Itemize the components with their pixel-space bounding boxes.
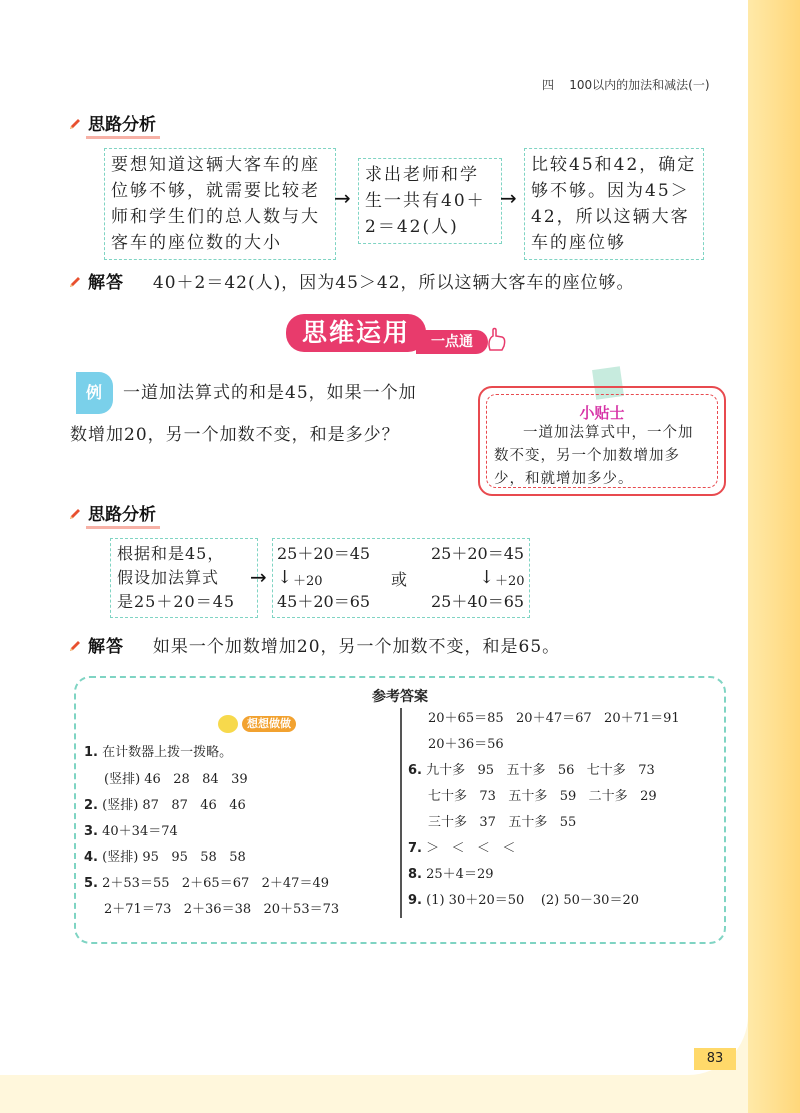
reference-title: 参考答案 bbox=[372, 689, 428, 705]
answer-text: 如果一个加数增加20，另一个加数不变，和是65。 bbox=[152, 637, 561, 657]
eq-right-arrow-label: ＋20 bbox=[495, 574, 525, 589]
answer-2 bbox=[68, 632, 560, 657]
ref-left-line: 1. 在计数器上拨一拨略。 bbox=[84, 745, 233, 760]
right-arrow-icon: → bbox=[250, 565, 267, 589]
example-badge: 例 bbox=[76, 372, 113, 414]
example-line-1: 例 一道加法算式的和是45，如果一个加 bbox=[76, 372, 417, 414]
eq-right-bottom: 25＋40＝65 bbox=[431, 592, 525, 611]
tip-title: 小贴士 bbox=[579, 404, 625, 422]
or-label: 或 bbox=[391, 570, 408, 589]
pencil-icon bbox=[68, 638, 82, 652]
answer-label: 解答 bbox=[68, 637, 131, 657]
ref-right-line: 6. 九十多 95 五十多 56 七十多 73 bbox=[408, 763, 655, 778]
ref-right-line: 七十多 73 五十多 59 二十多 29 bbox=[428, 789, 657, 804]
ref-right-line: 8. 25＋4＝29 bbox=[408, 867, 494, 882]
pencil-icon bbox=[68, 116, 82, 130]
down-arrow-icon: ↓ bbox=[277, 567, 293, 588]
analysis-box-1: 要想知道这辆大客车的座位够不够，就需要比较老师和学生们的总人数与大客车的座位数的大小 bbox=[104, 148, 336, 260]
ref-right-line: 三十多 37 五十多 55 bbox=[428, 815, 577, 830]
banner-main: 思维运用 bbox=[286, 314, 426, 352]
right-arrow-icon: → bbox=[500, 186, 517, 210]
thinking-banner bbox=[286, 312, 514, 358]
down-arrow-icon: ↓ bbox=[479, 567, 495, 588]
ref-left-line: 2. (竖排) 87 87 46 46 bbox=[84, 798, 246, 813]
pencil-icon bbox=[68, 274, 82, 288]
ref-right-line: 7. ＞ ＜ ＜ ＜ bbox=[408, 841, 516, 856]
analysis2-box-2 bbox=[272, 538, 530, 618]
analysis-box-3: 比较45和42，确定够不够。因为45＞42，所以这辆大客车的座位够 bbox=[524, 148, 704, 260]
chick-icon bbox=[218, 715, 238, 733]
page-edge bbox=[748, 0, 800, 1113]
chapter-number: 四 bbox=[542, 78, 555, 92]
tip-body: 一道加法算式中，一个加数不变，另一个加数增加多少，和就增加多少。 bbox=[494, 425, 694, 487]
banner-sub: 一点通 bbox=[416, 330, 488, 354]
reference-divider bbox=[400, 708, 402, 918]
example-line-2: 数增加20，另一个加数不变，和是多少？ bbox=[70, 425, 400, 445]
tip-box bbox=[478, 386, 726, 496]
answer-text: 40＋2＝42(人)，因为45＞42，所以这辆大客车的座位够。 bbox=[152, 273, 635, 293]
eq-left-bottom: 45＋20＝65 bbox=[277, 592, 371, 611]
ref-left-line: 4. (竖排) 95 95 58 58 bbox=[84, 850, 246, 865]
ref-left-line: (竖排) 46 28 84 39 bbox=[104, 772, 248, 787]
title-underline bbox=[86, 526, 160, 529]
ref-right-line: 20＋36＝56 bbox=[428, 737, 504, 752]
analysis-title-2: 思路分析 bbox=[68, 500, 156, 525]
ref-right-line: 9. (1) 30＋20＝50 (2) 50－30＝20 bbox=[408, 893, 640, 908]
analysis2-box-1: 根据和是45， 假设加法算式 是25＋20＝45 bbox=[110, 538, 258, 618]
pointer-hand-icon bbox=[486, 326, 508, 352]
answer-1 bbox=[68, 268, 635, 293]
answer-label: 解答 bbox=[68, 273, 131, 293]
eq-right-top: 25＋20＝45 bbox=[431, 544, 525, 563]
think-label: 想想做做 bbox=[242, 716, 296, 732]
ref-left-line: 2＋71＝73 2＋36＝38 20＋53＝73 bbox=[104, 902, 340, 917]
pencil-icon bbox=[68, 506, 82, 520]
title-underline bbox=[86, 136, 160, 139]
page-number: 83 bbox=[694, 1048, 736, 1070]
eq-left-top: 25＋20＝45 bbox=[277, 544, 371, 563]
chapter-title: 100以内的加法和减法(一) bbox=[569, 78, 710, 92]
running-header bbox=[542, 76, 710, 93]
right-arrow-icon: → bbox=[334, 186, 351, 210]
ref-right-line: 20＋65＝85 20＋47＝67 20＋71＝91 bbox=[428, 711, 680, 726]
eq-left-arrow-label: ＋20 bbox=[293, 574, 323, 589]
analysis-title-1: 思路分析 bbox=[68, 110, 156, 135]
ref-left-line: 3. 40＋34＝74 bbox=[84, 824, 178, 839]
ref-left-line: 5. 2＋53＝55 2＋65＝67 2＋47＝49 bbox=[84, 876, 329, 891]
analysis-box-2: 求出老师和学生一共有40＋2＝42(人) bbox=[358, 158, 502, 244]
